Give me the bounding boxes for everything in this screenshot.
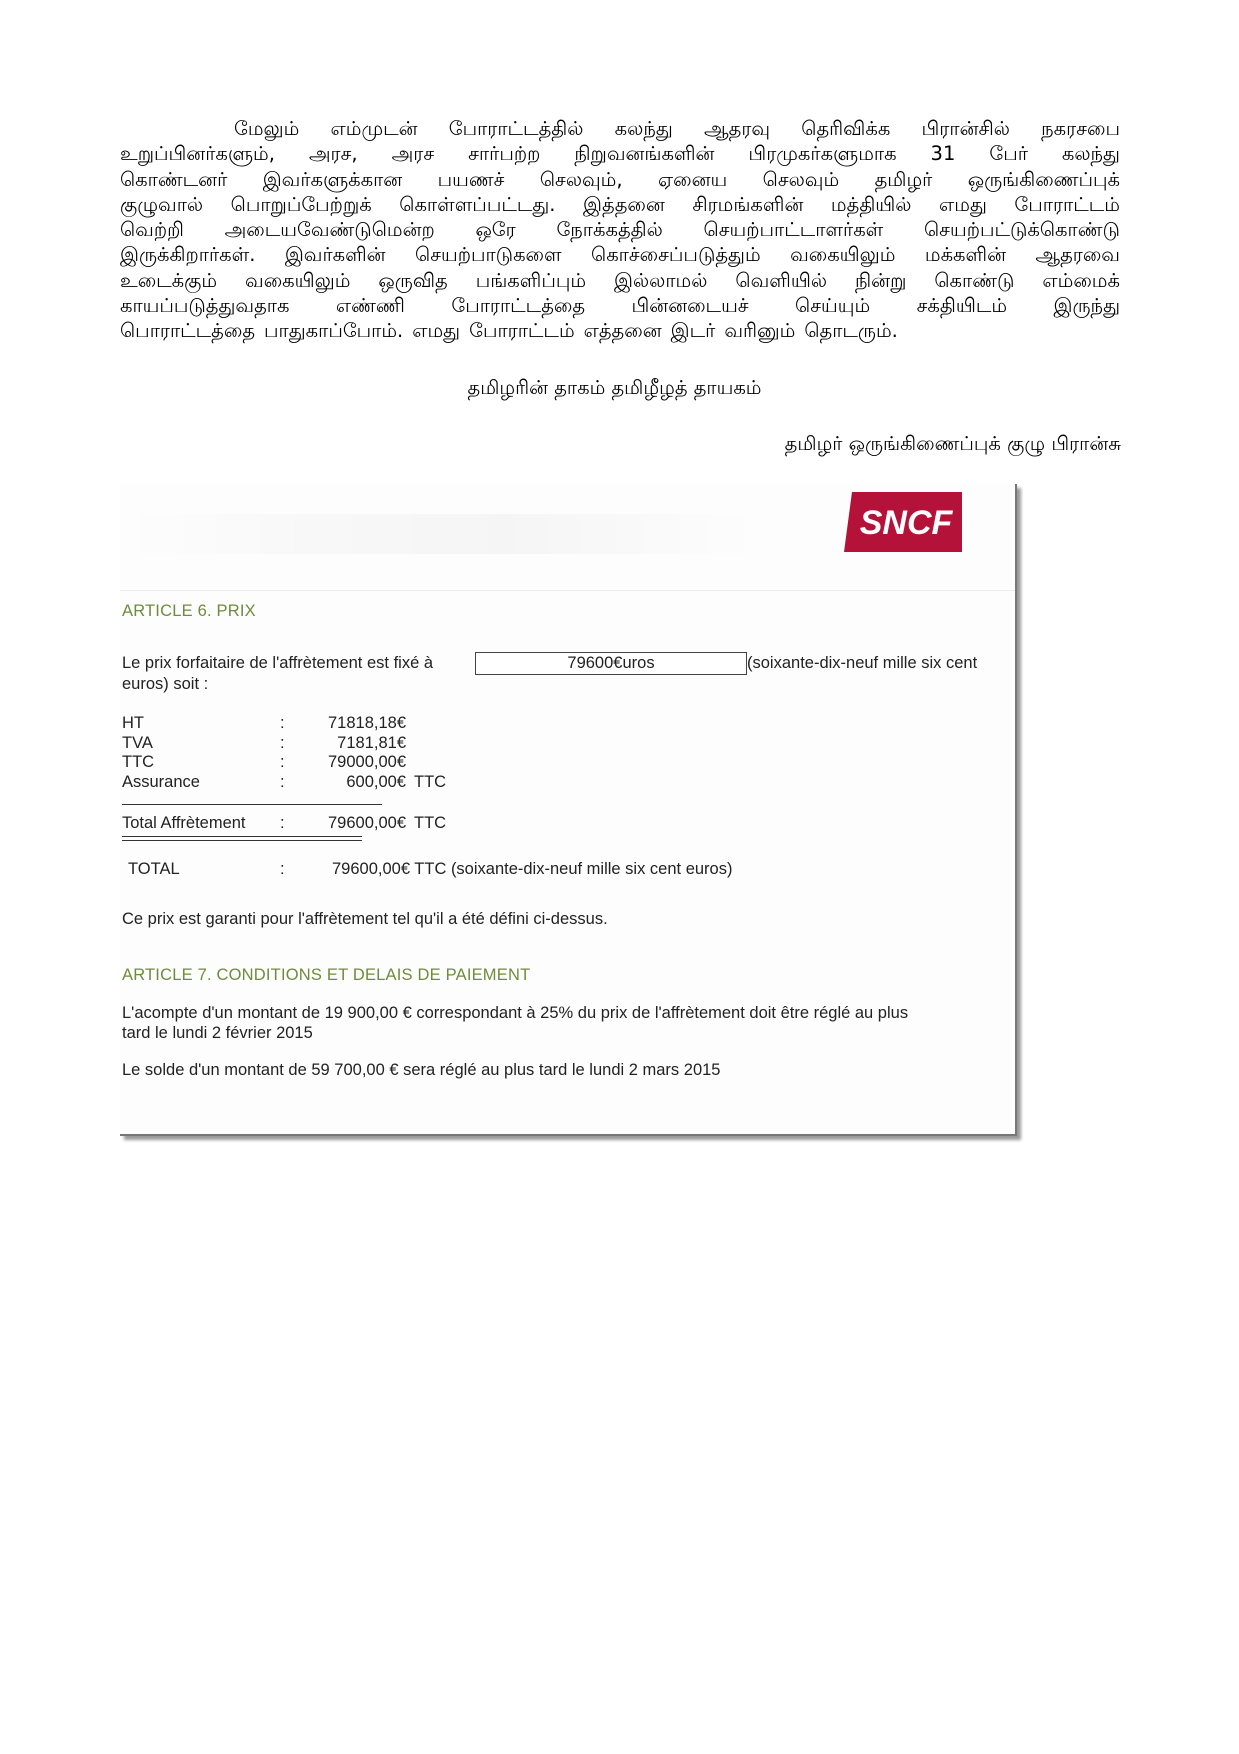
paragraph-word: அரச, [308, 142, 358, 166]
paragraph-word: இடர் [670, 319, 716, 343]
paragraph-word: செலவும் [762, 167, 840, 191]
paragraph-word: இல்லாமல் [614, 268, 708, 292]
total-affretement-colon: : [280, 814, 285, 832]
scan-header-rule [120, 590, 1015, 591]
paragraph-word: செயற்பாடுகளை [415, 243, 562, 267]
paragraph-word: கொண்டனர் [120, 167, 228, 191]
paragraph-word: பாதுகாப்போம். [264, 319, 404, 343]
price-row-value: 7181,81€ [337, 733, 406, 752]
paragraph-word: காயப்படுத்துவதாக [120, 294, 290, 318]
paragraph-word: உறுப்பினர்களும், [120, 142, 275, 166]
paragraph-word: செயற்பாட்டாளர்கள் [703, 218, 884, 242]
paragraph-word: போராட்டம் [1014, 192, 1120, 216]
total-affretement-label: Total Affrètement [122, 814, 246, 832]
total-affretement-value: 79600,00€ [328, 814, 406, 832]
price-row-value: 71818,18€ [328, 714, 406, 732]
price-row-colon: : [280, 772, 285, 791]
paragraph-word: பிரான்சில் [921, 117, 1010, 140]
total-double-rule-top [122, 836, 362, 837]
paragraph-word: இருந்து [1053, 294, 1120, 318]
paragraph-line [120, 217, 1120, 242]
paragraph-word: கொச்சைப்படுத்தும் [591, 243, 761, 267]
price-row-label: TTC [122, 753, 155, 771]
price-row-suffix: TTC [414, 772, 447, 791]
paragraph-word: ஏனைய [657, 167, 728, 191]
paragraph-word: ஒருவித [378, 268, 448, 292]
paragraph-word: செலவும், [539, 167, 623, 191]
paragraph-word: 31 [930, 142, 956, 166]
paragraph-word: சிரமங்களின் [692, 192, 804, 216]
paragraph-word: கலந்து [1061, 142, 1120, 166]
price-box [475, 652, 747, 675]
paragraph-word: மக்களின் [924, 243, 1006, 267]
paragraph-word: நிறுவனங்களின் [574, 142, 715, 166]
paragraph-word: ஒரே [475, 218, 516, 242]
paragraph-line [120, 268, 1120, 293]
paragraph-word: பங்களிப்பும் [475, 268, 587, 292]
paragraph-word: போராட்டத்தில் [448, 117, 584, 140]
total-colon: : [280, 860, 285, 878]
total-label: TOTAL [128, 860, 180, 878]
paragraph-word: சக்தியிடம் [916, 294, 1008, 318]
paragraph-word: ஒருங்கிணைப்புக் [967, 167, 1120, 191]
sncf-logo [844, 492, 962, 552]
paragraph-word: எம்முடன் [330, 117, 418, 140]
price-row-value: 600,00€ [346, 772, 406, 791]
paragraph-line [120, 242, 1120, 267]
price-row-colon: : [280, 733, 285, 752]
paragraph-line [120, 192, 1120, 217]
paragraph-line [120, 293, 1120, 318]
paragraph-word: எமது [412, 319, 461, 343]
paragraph-word: பேர் [989, 142, 1028, 166]
price-row-label: TVA [122, 733, 153, 752]
price-line-b: (soixante-dix-neuf mille six cent [747, 654, 978, 672]
total-double-rule-bottom [122, 840, 362, 841]
paragraph-word: எண்ணி [335, 294, 405, 318]
scan-header-noise [120, 514, 760, 554]
paragraph-word: பொறுப்பேற்றுக் [230, 192, 372, 216]
paragraph-word: போராட்டத்தை [451, 294, 586, 318]
price-box-value: 79600€uros [567, 654, 655, 672]
paragraph-word: நோக்கத்தில் [556, 218, 663, 242]
paragraph-word: ஆதரவை [1035, 243, 1120, 267]
paragraph-word: ஆதரவு [703, 117, 771, 140]
sncf-logo-text: SNCF [859, 504, 953, 542]
paragraph-word: வகையிலும் [245, 268, 351, 292]
paragraph-word: கொள்ளப்பட்டது. [399, 192, 556, 216]
guarantee-text: Ce prix est garanti pour l'affrètement tel qu'il a été défini ci-dessus. [122, 910, 608, 928]
paragraph-word: சார்பற்ற [468, 142, 541, 166]
paragraph-word: நகரசபை [1041, 117, 1120, 140]
slogan [0, 376, 1239, 402]
paragraph-line [120, 141, 1120, 166]
price-row-label: Assurance [122, 772, 200, 791]
tamil-paragraph [120, 116, 1120, 344]
paragraph-word: பொராட்டத்தை [120, 319, 256, 343]
total-affretement-suffix: TTC [414, 814, 447, 832]
paragraph-word: மேலும் [234, 117, 300, 140]
paragraph-word: செய்யும் [795, 294, 871, 318]
paragraph-word: எத்தனை [583, 319, 662, 343]
paragraph-word: தமிழர் [874, 167, 933, 191]
paragraph-word: இவர்களின் [284, 243, 386, 267]
paragraph-word: அரச [391, 142, 435, 166]
price-line-c: euros) soit : [122, 675, 209, 693]
article7-title: ARTICLE 7. CONDITIONS ET DELAIS DE PAIEMENT [122, 966, 531, 984]
paragraph-word: வரினும் [724, 319, 796, 343]
signature: தமிழர் ஒருங்கிணைப்புக் குழு பிரான்சு [784, 432, 1121, 455]
solde-text: Le solde d'un montant de 59 700,00 € sera réglé au plus tard le lundi 2 mars 2015 [122, 1061, 721, 1079]
price-row-value: 79000,00€ [328, 753, 406, 771]
price-row-colon: : [280, 753, 285, 771]
paragraph-word: தெரிவிக்க [801, 117, 891, 140]
article6-title: ARTICLE 6. PRIX [122, 602, 256, 620]
paragraph-word: பயணச் [437, 167, 505, 191]
paragraph-word: பின்னடையச் [631, 294, 749, 318]
paragraph-word: பிரமுகர்களுமாக [748, 142, 897, 166]
paragraph-word: கொண்டு [934, 268, 1015, 292]
paragraph-word: போராட்டம் [469, 319, 575, 343]
acompte-line1: L'acompte d'un montant de 19 900,00 € correspondant à 25% du prix de l'affrètement doit être réglé au plus [122, 1004, 909, 1022]
sncf-contract-scan [120, 484, 1017, 1136]
paragraph-word: எமது [939, 192, 987, 216]
price-row-colon: : [280, 714, 285, 732]
paragraph-word: மத்தியில் [830, 192, 912, 216]
paragraph-word: வெற்றி [120, 218, 184, 242]
paragraph-word: தொடரும். [804, 319, 898, 343]
paragraph-word: உடைக்கும் [120, 268, 218, 292]
paragraph-word: இவர்களுக்கான [262, 167, 403, 191]
paragraph-word: வகையிலும் [790, 243, 896, 267]
acompte-line2: tard le lundi 2 février 2015 [122, 1024, 313, 1042]
total-value: 79600,00€ TTC (soixante-dix-neuf mille six cent euros) [332, 860, 733, 878]
paragraph-word: அடையவேண்டுமென்ற [224, 218, 435, 242]
paragraph-line [120, 167, 1120, 192]
subtotal-rule [122, 804, 382, 805]
paragraph-word: குழுவால் [120, 192, 204, 216]
price-line-a: Le prix forfaitaire de l'affrètement est fixé à [122, 654, 434, 672]
price-row-label: HT [122, 714, 144, 732]
paragraph-word: கலந்து [614, 117, 673, 140]
paragraph-word: நின்று [855, 268, 907, 292]
paragraph-word: இருக்கிறார்கள். [120, 243, 256, 267]
paragraph-word: வெளியில் [735, 268, 828, 292]
paragraph-word: எம்மைக் [1042, 268, 1120, 292]
paragraph-word: செயற்பட்டுக்கொண்டு [924, 218, 1120, 242]
paragraph-line [120, 318, 1120, 343]
paragraph-word: இத்தனை [583, 192, 665, 216]
paragraph-line [120, 116, 1120, 141]
slogan-text: தமிழரின் தாகம் தமிழீழத் தாயகம் [467, 376, 762, 399]
